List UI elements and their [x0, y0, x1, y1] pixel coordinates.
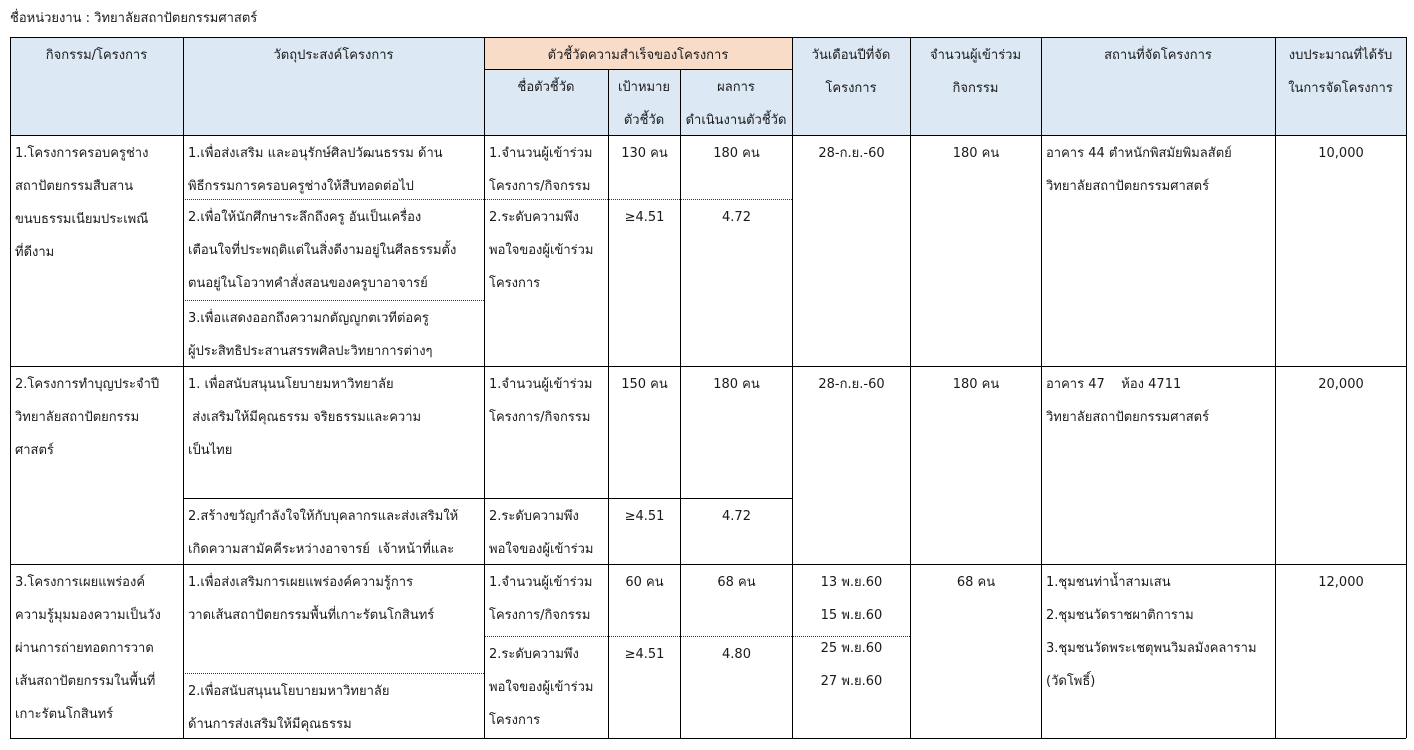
- indicator-name: 2.ระดับความพึง พอใจของผู้เข้าร่วม: [489, 509, 594, 557]
- dotted-divider: [484, 199, 792, 200]
- indicator-name: 1.จำนวนผู้เข้าร่วม โครงการ/กิจกรรม: [489, 377, 593, 425]
- header-participants: จำนวนผู้เข้าร่วม กิจกรรม: [910, 37, 1041, 135]
- project-place: อาคาร 47 ห้อง 4711 วิทยาลัยสถาปัตยกรรมศาสตร์: [1046, 377, 1210, 425]
- project-objective: 3.เพื่อแสดงออกถึงความกตัญญูกตเวทีต่อครู ผู้ประสิทธิประสานสรรพศิลปะวิทยาการต่างๆ: [188, 311, 433, 359]
- project-budget: 10,000: [1318, 146, 1364, 161]
- project-objective: 1.เพื่อส่งเสริมการเผยแพร่องค์ความรู้การ วาดเส้นสถาปัตยกรรมพื้นที่เกาะรัตนโกสินทร์: [188, 575, 435, 623]
- header-budget: งบประมาณที่ได้รับ ในการจัดโครงการ: [1275, 37, 1406, 135]
- indicator-target: 60 คน: [625, 575, 664, 590]
- header-objective: วัตถุประสงค์โครงการ: [183, 37, 484, 135]
- table-rule: [183, 498, 792, 499]
- header-date: วันเดือนปีที่จัด โครงการ: [792, 37, 910, 135]
- dotted-divider: [183, 300, 484, 301]
- project-participants: 180 คน: [952, 146, 1000, 161]
- indicator-target: 130 คน: [621, 146, 668, 161]
- dotted-divider: [183, 673, 484, 674]
- header-target: เป้าหมาย ตัวชี้วัด: [608, 69, 680, 135]
- table-rule: [183, 37, 184, 738]
- project-objective: 1. เพื่อสนับสนุนนโยบายมหาวิทยาลัย ส่งเสริมให้มีคุณธรรม จริยธรรมและความ เป็นไทย: [188, 377, 422, 458]
- table-rule: [10, 37, 1406, 38]
- table-rule: [792, 37, 793, 738]
- header-activity: กิจกรรม/โครงการ: [10, 37, 183, 135]
- project-objective: 2.สร้างขวัญกำลังใจให้กับบุคลากรและส่งเสริมให้ เกิดความสามัคคีระหว่างอาจารย์ เจ้าหน้าที่และ: [188, 509, 459, 557]
- table-rule: [10, 366, 1406, 367]
- project-date: 28-ก.ย.-60: [818, 377, 885, 392]
- dotted-divider: [484, 636, 792, 637]
- project-objective: 1.เพื่อส่งเสริม และอนุรักษ์ศิลปวัฒนธรรม ด้าน พิธีกรรมการครอบครูช่างให้สืบทอดต่อไป: [188, 146, 443, 194]
- indicator-name: 1.จำนวนผู้เข้าร่วม โครงการ/กิจกรรม: [489, 146, 593, 194]
- project-participants: 68 คน: [956, 575, 996, 590]
- project-participants: 180 คน: [952, 377, 1000, 392]
- table-rule: [1275, 37, 1276, 738]
- unit-label: ชื่อหน่วยงาน : วิทยาลัยสถาปัตยกรรมศาสตร์: [10, 11, 258, 26]
- table-rule: [10, 738, 1406, 739]
- table-rule: [484, 37, 485, 738]
- table-rule: [1406, 37, 1407, 738]
- table-rule: [608, 69, 609, 738]
- project-budget: 20,000: [1318, 377, 1364, 392]
- dotted-divider: [183, 199, 484, 200]
- indicator-target: ≥4.51: [624, 210, 665, 225]
- dotted-divider: [792, 636, 910, 637]
- table-rule: [910, 37, 911, 738]
- indicator-result: 180 คน: [713, 377, 760, 392]
- indicator-target: 150 คน: [621, 377, 668, 392]
- header-indicator-group: ตัวชี้วัดความสำเร็จของโครงการ: [484, 37, 792, 69]
- indicator-target: ≥4.51: [624, 647, 665, 662]
- table-rule: [10, 37, 11, 738]
- project-activity: 3.โครงการเผยแพร่องค์ ความรู้มุมมองความเป็นวัง ผ่านการถ่ายทอดการวาด เส้นสถาปัตยกรรมในพื้นที่ เกาะรัตนโกสินทร์: [15, 575, 161, 722]
- project-date: 13 พ.ย.60 15 พ.ย.60 25 พ.ย.60 27 พ.ย.60: [820, 575, 883, 689]
- indicator-name: 2.ระดับความพึง พอใจของผู้เข้าร่วม โครงการ: [489, 210, 594, 291]
- project-place: อาคาร 44 ตำหนักพิสมัยพิมลสัตย์ วิทยาลัยสถาปัตยกรรมศาสตร์: [1046, 146, 1232, 194]
- header-indicator-name: ชื่อตัวชี้วัด: [484, 69, 608, 135]
- project-activity: 1.โครงการครอบครูช่าง สถาปัตยกรรมสืบสาน ขนบธรรมเนียมประเพณี ที่ดีงาม: [15, 146, 149, 260]
- project-objective: 2.เพื่อสนับสนุนนโยบายมหาวิทยาลัย ด้านการส่งเสริมให้มีคุณธรรม: [188, 684, 390, 732]
- indicator-name: 1.จำนวนผู้เข้าร่วม โครงการ/กิจกรรม: [489, 575, 593, 623]
- indicator-result: 4.80: [722, 647, 751, 662]
- project-place: 1.ชุมชนท่าน้ำสามเสน 2.ชุมชนวัดราชผาติการาม 3.ชุมชนวัดพระเชตุพนวิมลมังคลาราม (วัดโพธิ์): [1046, 575, 1257, 689]
- project-date: 28-ก.ย.-60: [818, 146, 885, 161]
- indicator-result: 68 คน: [717, 575, 756, 590]
- table-rule: [680, 69, 681, 738]
- project-budget: 12,000: [1318, 575, 1364, 590]
- table-rule: [10, 135, 1406, 136]
- indicator-name: 2.ระดับความพึง พอใจของผู้เข้าร่วม โครงการ: [489, 647, 594, 728]
- header-place: สถานที่จัดโครงการ: [1041, 37, 1275, 135]
- project-activity: 2.โครงการทำบุญประจำปี วิทยาลัยสถาปัตยกรรม ศาสตร์: [15, 377, 160, 458]
- table-rule: [10, 564, 1406, 565]
- project-objective: 2.เพื่อให้นักศึกษาระลึกถึงครู อันเป็นเครื่อง เตือนใจที่ประพฤติแต่ในสิ่งดีงามอยู่ในศีลธรรมตั้ง ตนอยู่ในโอวาทคำสั่งสอนของครูบาอาจารย์: [188, 210, 457, 291]
- header-result: ผลการ ดำเนินงานตัวชี้วัด: [680, 69, 792, 135]
- indicator-result: 4.72: [722, 509, 751, 524]
- indicator-result: 4.72: [722, 210, 751, 225]
- indicator-target: ≥4.51: [624, 509, 665, 524]
- project-table: [10, 37, 1406, 738]
- table-rule: [484, 69, 792, 70]
- table-rule: [1041, 37, 1042, 738]
- indicator-result: 180 คน: [713, 146, 760, 161]
